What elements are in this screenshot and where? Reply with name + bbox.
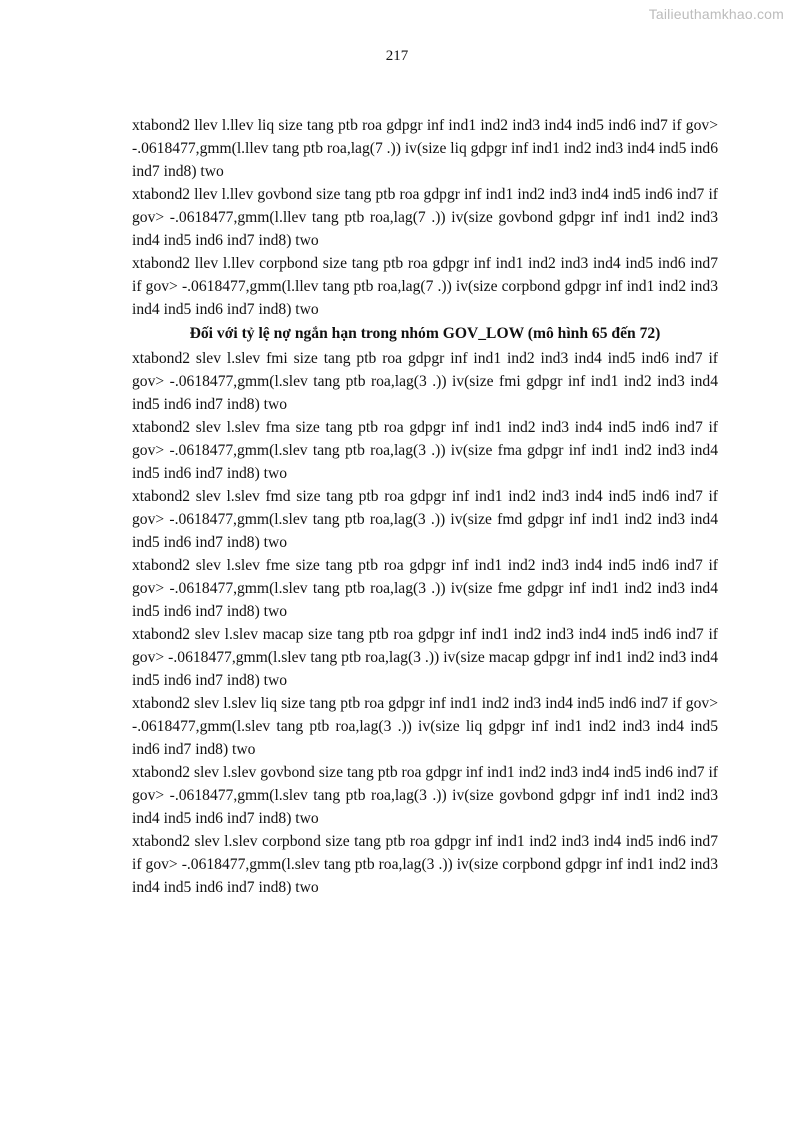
code-paragraph-5: xtabond2 slev l.slev fma size tang ptb roa gdpgr inf ind1 ind2 ind3 ind4 ind5 ind6 ind7 if gov> -.0618477,gmm(l.slev tang ptb roa,lag(3 .)) iv(size fma gdpgr inf ind1 ind2 ind3 ind4 ind5 ind6 ind7 ind8) two [132,419,718,482]
page-number: 217 [385,48,409,64]
document-body [132,114,718,899]
code-paragraph-7: xtabond2 slev l.slev fme size tang ptb roa gdpgr inf ind1 ind2 ind3 ind4 ind5 ind6 ind7 if gov> -.0618477,gmm(l.slev tang ptb roa,lag(3 .)) iv(size fme gdpgr inf ind1 ind2 ind3 ind4 ind5 ind6 ind7 ind8) two [132,557,718,620]
section-heading: Đối với tỷ lệ nợ ngắn hạn trong nhóm GOV_LOW (mô hình 65 đến 72) [189,325,661,342]
code-paragraph-9: xtabond2 slev l.slev liq size tang ptb roa gdpgr inf ind1 ind2 ind3 ind4 ind5 ind6 ind7 if gov> -.0618477,gmm(l.slev tang ptb roa,lag(3 .)) iv(size liq gdpgr inf ind1 ind2 ind3 ind4 ind5 ind6 ind7 ind8) two [132,695,718,758]
code-paragraph-4: xtabond2 slev l.slev fmi size tang ptb roa gdpgr inf ind1 ind2 ind3 ind4 ind5 ind6 ind7 if gov> -.0618477,gmm(l.slev tang ptb roa,lag(3 .)) iv(size fmi gdpgr inf ind1 ind2 ind3 ind4 ind5 ind6 ind7 ind8) two [132,350,718,413]
code-paragraph-10: xtabond2 slev l.slev govbond size tang ptb roa gdpgr inf ind1 ind2 ind3 ind4 ind5 ind6 ind7 if gov> -.0618477,gmm(l.slev tang ptb roa,lag(3 .)) iv(size govbond gdpgr inf ind1 ind2 ind3 ind4 ind5 ind6 ind7 ind8) two [132,764,718,827]
code-paragraph-3: xtabond2 llev l.llev corpbond size tang ptb roa gdpgr inf ind1 ind2 ind3 ind4 ind5 ind6 ind7 if gov> -.0618477,gmm(l.llev tang ptb roa,lag(7 .)) iv(size corpbond gdpgr inf ind1 ind2 ind3 ind4 ind5 ind6 ind7 ind8) two [132,255,718,318]
code-paragraph-6: xtabond2 slev l.slev fmd size tang ptb roa gdpgr inf ind1 ind2 ind3 ind4 ind5 ind6 ind7 if gov> -.0618477,gmm(l.slev tang ptb roa,lag(3 .)) iv(size fmd gdpgr inf ind1 ind2 ind3 ind4 ind5 ind6 ind7 ind8) two [132,488,718,551]
code-paragraph-11: xtabond2 slev l.slev corpbond size tang ptb roa gdpgr inf ind1 ind2 ind3 ind4 ind5 ind6 ind7 if gov> -.0618477,gmm(l.slev tang ptb roa,lag(3 .)) iv(size corpbond gdpgr inf ind1 ind2 ind3 ind4 ind5 ind6 ind7 ind8) two [132,833,718,896]
watermark: Tailieuthamkhao.com [648,6,784,22]
code-paragraph-1: xtabond2 llev l.llev liq size tang ptb roa gdpgr inf ind1 ind2 ind3 ind4 ind5 ind6 ind7 if gov> -.0618477,gmm(l.llev tang ptb roa,lag(7 .)) iv(size liq gdpgr inf ind1 ind2 ind3 ind4 ind5 ind6 ind7 ind8) two [132,117,718,180]
code-paragraph-2: xtabond2 llev l.llev govbond size tang ptb roa gdpgr inf ind1 ind2 ind3 ind4 ind5 ind6 ind7 if gov> -.0618477,gmm(l.llev tang ptb roa,lag(7 .)) iv(size govbond gdpgr inf ind1 ind2 ind3 ind4 ind5 ind6 ind7 ind8) two [132,186,718,249]
code-paragraph-8: xtabond2 slev l.slev macap size tang ptb roa gdpgr inf ind1 ind2 ind3 ind4 ind5 ind6 ind7 if gov> -.0618477,gmm(l.slev tang ptb roa,lag(3 .)) iv(size macap gdpgr inf ind1 ind2 ind3 ind4 ind5 ind6 ind7 ind8) two [132,626,718,689]
